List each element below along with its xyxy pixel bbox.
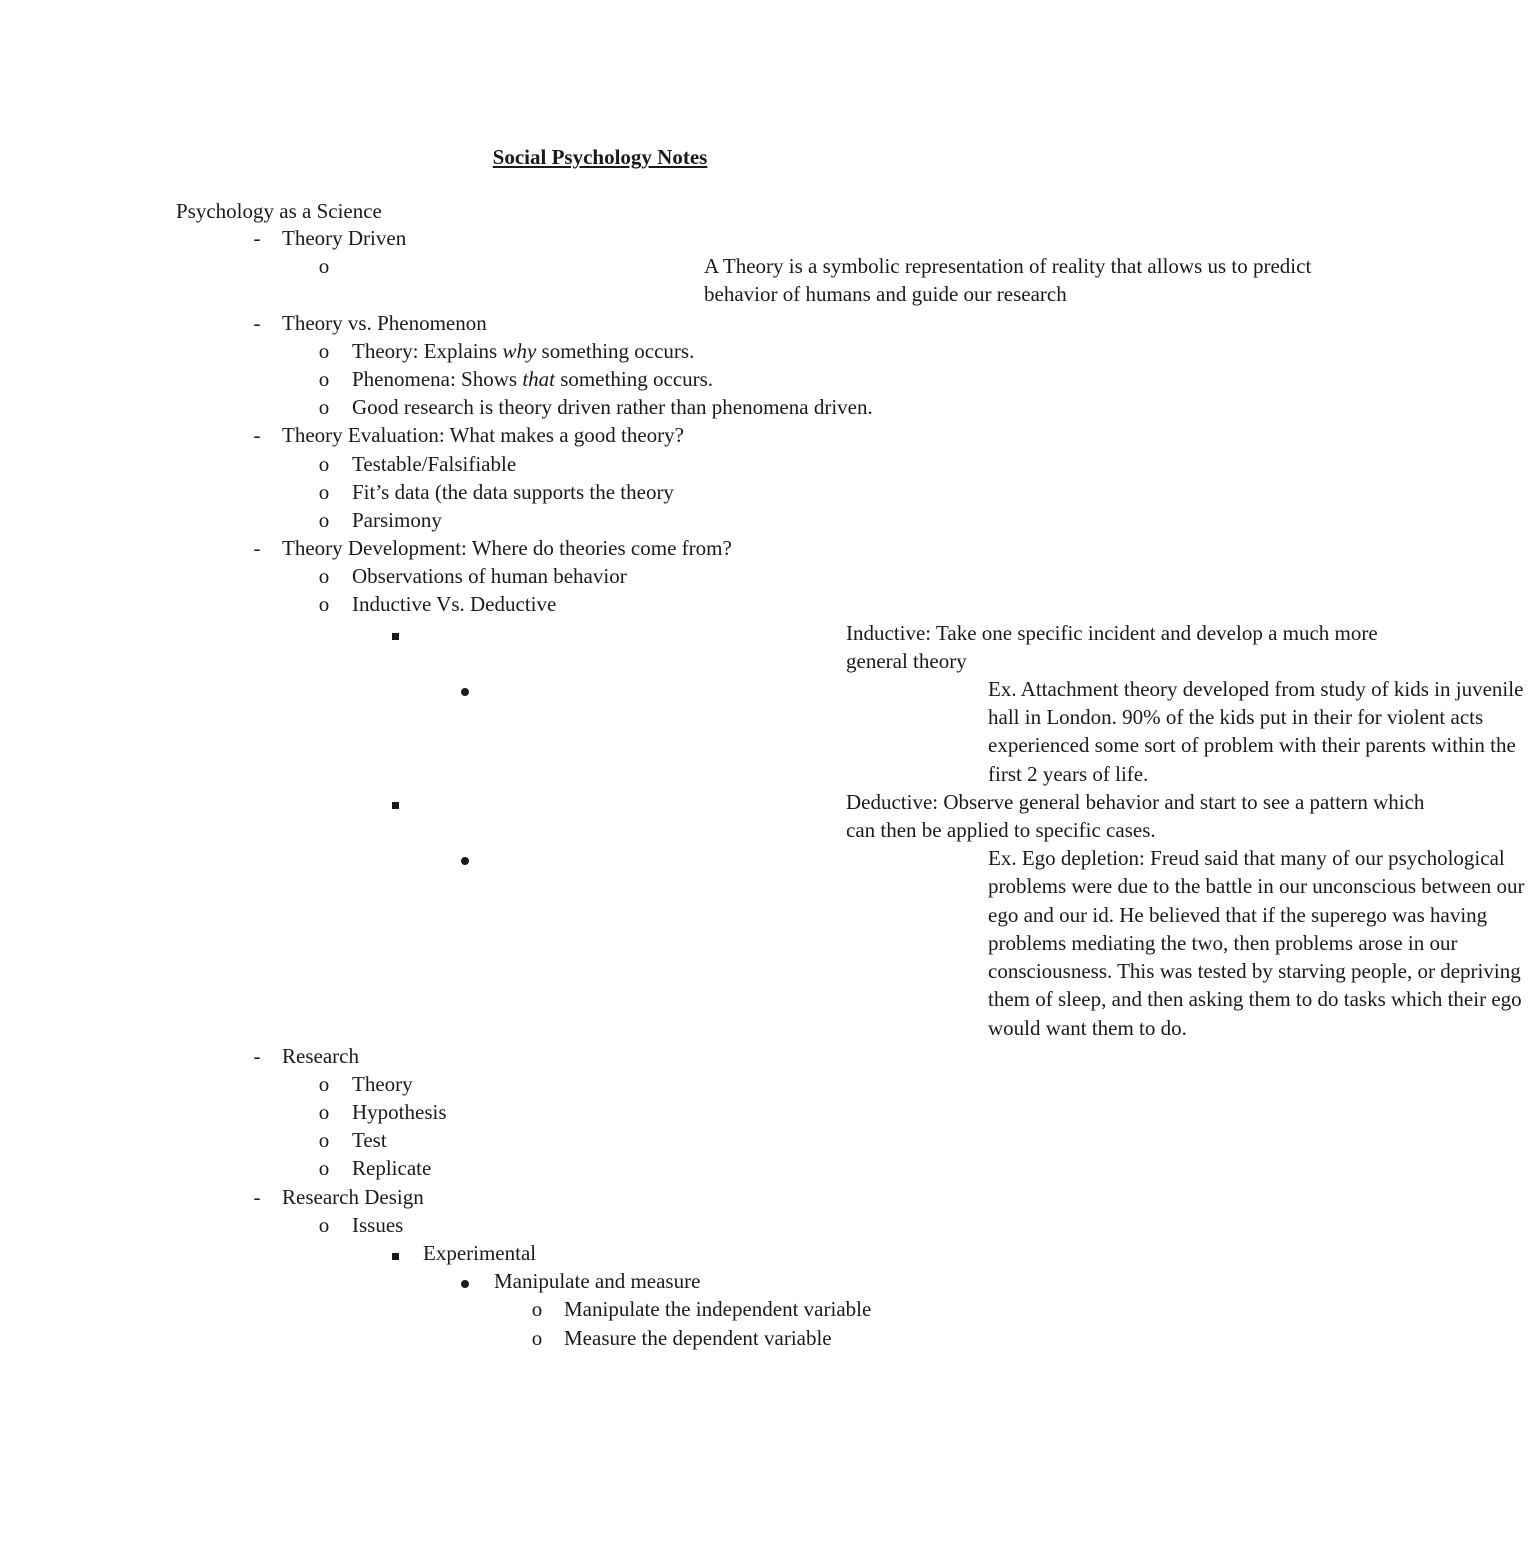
outline-subitem-text: Testable/Falsifiable	[352, 451, 517, 476]
outline-subitem-observations	[0, 562, 1200, 590]
square-bullet-icon	[385, 619, 405, 647]
outline-item-theory-development	[0, 534, 1200, 562]
outline-subitem-text: Inductive: Take one specific incident and develop a much more general theory	[846, 620, 1378, 673]
dash-bullet: -	[253, 1184, 261, 1209]
outline-subitem-experimental	[0, 1239, 1200, 1267]
outline-subitem-dependent-variable	[0, 1324, 1200, 1352]
circle-bullet: o	[318, 507, 330, 532]
outline-subitem-research-hypothesis	[0, 1098, 1200, 1126]
outline-subitem-text: Replicate	[352, 1156, 432, 1181]
document-title: Social Psychology Notes	[492, 145, 708, 169]
outline-item-label: Research	[282, 1043, 359, 1068]
section-heading: Psychology as a Science	[176, 199, 382, 223]
outline-subitem-independent-variable	[0, 1295, 1200, 1323]
circle-bullet: o	[318, 564, 330, 589]
text-prefix: Theory: Explains	[352, 338, 503, 363]
outline-subitem-deductive-example	[0, 844, 1525, 1041]
text-suffix: something occurs.	[555, 366, 714, 391]
outline-subitem-text: Good research is theory driven rather than phenomena driven.	[352, 395, 873, 420]
square-bullet-icon	[385, 788, 405, 816]
outline-subitem-theory-definition	[0, 252, 1312, 308]
outline-subitem-text: Measure the dependent variable	[564, 1325, 832, 1350]
circle-bullet: o	[318, 338, 330, 363]
dash-bullet: -	[253, 536, 261, 561]
outline-subitem-inductive-vs-deductive	[0, 590, 1200, 618]
outline-subitem-text	[352, 337, 694, 365]
circle-bullet: o	[318, 1100, 330, 1125]
outline-subitem-research-theory	[0, 1070, 1200, 1098]
outline-item-label: Theory Development: Where do theories come from?	[282, 536, 732, 561]
circle-bullet: o	[318, 479, 330, 504]
outline-subitem-research-replicate	[0, 1154, 1200, 1182]
circle-bullet: o	[318, 395, 330, 420]
outline-subitem-text: Theory	[352, 1071, 413, 1096]
outline-subitem-phenomena-shows	[0, 365, 1200, 393]
outline-subitem-text: Fit’s data (the data supports the theory	[352, 479, 674, 504]
outline-subitem-inductive	[0, 619, 1378, 675]
circle-bullet: o	[318, 1212, 330, 1237]
dash-bullet: -	[253, 423, 261, 448]
outline-subitem-research-test	[0, 1126, 1200, 1154]
outline-subitem-good-research	[0, 393, 1200, 421]
outline-item-label: Research Design	[282, 1184, 424, 1209]
circle-bullet: o	[318, 451, 330, 476]
circle-bullet: o	[531, 1325, 543, 1350]
round-bullet-icon	[455, 1267, 475, 1295]
outline-subitem-text: Test	[352, 1128, 387, 1153]
outline-subitem-theory-explains	[0, 337, 1200, 365]
outline-subitem-text: Ex. Attachment theory developed from study of kids in juvenile hall in London. 90% of the kids put in their for violent acts experienced some sort of problem with their parents within the first 2 years of life.	[988, 677, 1524, 786]
outline-subitem-testable	[0, 450, 1200, 478]
round-bullet-icon	[455, 675, 475, 703]
emphasized-word: why	[502, 338, 537, 363]
outline-subitem-text: Inductive Vs. Deductive	[352, 592, 557, 617]
circle-bullet: o	[318, 592, 330, 617]
outline-subitem-text: Parsimony	[352, 507, 442, 532]
outline-subitem-text: Ex. Ego depletion: Freud said that many of our psychological problems were due to the battle in our unconscious between our ego and our id. He believed that if the superego was having problems mediating the two, then problems arose in our consciousness. This was tested by starving people, or depriving them of sleep, and then asking them to do tasks which their ego would want them to do.	[988, 846, 1525, 1040]
outline-subitem-text: Observations of human behavior	[352, 564, 627, 589]
text-suffix: something occurs.	[536, 338, 695, 363]
outline-subitem-parsimony	[0, 506, 1200, 534]
outline-subitem-text: Experimental	[423, 1241, 537, 1266]
outline-subitem-issues	[0, 1211, 1200, 1239]
outline-item-theory-driven	[0, 224, 1200, 252]
outline-subitem-text: A Theory is a symbolic representation of reality that allows us to predict behavior of humans and guide our research	[704, 254, 1312, 307]
outline-item-research	[0, 1042, 1200, 1070]
outline-subitem-text: Manipulate the independent variable	[564, 1297, 872, 1322]
dash-bullet: -	[253, 310, 261, 335]
outline-item-label: Theory vs. Phenomenon	[282, 310, 487, 335]
outline-subitem-text: Hypothesis	[352, 1100, 447, 1125]
outline-subitem-deductive	[0, 788, 1425, 844]
circle-bullet: o	[318, 366, 330, 391]
outline-subitem-inductive-example	[0, 675, 1524, 788]
outline-item-label: Theory Evaluation: What makes a good theory?	[282, 423, 684, 448]
outline-item-research-design	[0, 1183, 1200, 1211]
square-bullet-icon	[385, 1239, 405, 1267]
outline-item-theory-vs-phenomenon	[0, 309, 1200, 337]
round-bullet-icon	[455, 844, 475, 872]
emphasized-word: that	[522, 366, 555, 391]
outline-item-theory-evaluation	[0, 421, 1200, 449]
dash-bullet: -	[253, 1043, 261, 1068]
circle-bullet: o	[318, 254, 330, 279]
text-prefix: Phenomena: Shows	[352, 366, 523, 391]
circle-bullet: o	[318, 1156, 330, 1181]
notes-outline	[0, 224, 1525, 1352]
circle-bullet: o	[318, 1128, 330, 1153]
circle-bullet: o	[531, 1297, 543, 1322]
outline-subitem-fits-data	[0, 478, 1200, 506]
outline-item-label: Theory Driven	[282, 226, 407, 250]
outline-subitem-text: Deductive: Observe general behavior and start to see a pattern which can then be applied to specific cases.	[846, 789, 1425, 843]
outline-subitem-text: Manipulate and measure	[494, 1269, 701, 1294]
outline-subitem-text: Issues	[352, 1212, 404, 1237]
outline-subitem-text	[352, 365, 713, 393]
circle-bullet: o	[318, 1071, 330, 1096]
dash-bullet: -	[253, 226, 261, 250]
outline-subitem-manipulate-and-measure	[0, 1267, 1200, 1295]
